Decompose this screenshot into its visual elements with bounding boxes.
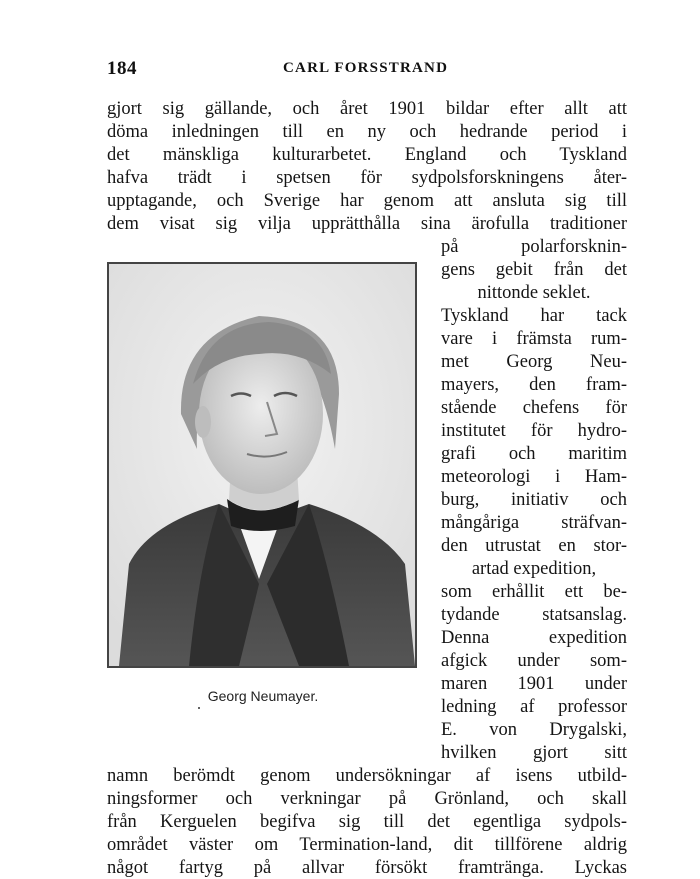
text-line: ledning af professor [441,697,627,717]
text-line: döma inledningen till en ny och hedrande period i [107,122,627,142]
text-line: stående chefens för [441,398,627,418]
running-title: CARL FORSSTRAND [283,60,449,76]
text-line: på polarforsknin- [441,237,627,257]
text-line: afgick under som- [441,651,627,671]
text-line: vare i främsta rum- [441,329,627,349]
text-line: den utrustat en stor- [441,536,627,556]
figure-caption: Georg Neumayer. [207,688,319,704]
text-line: Tyskland har tack [441,306,627,326]
text-line: mayers, den fram- [441,375,627,395]
text-line: hafva trädt i spetsen för sydpolsforskningens åter- [107,168,627,188]
text-line: området väster om Termination-land, dit tillförene aldrig [107,835,627,855]
text-line: som erhållit ett be- [441,582,627,602]
text-line: E. von Drygalski, [441,720,627,740]
text-line: institutet för hydro- [441,421,627,441]
text-line: dem visat sig vilja upprätthålla sina ärofulla traditioner [107,214,627,234]
text-line: upptagande, och Sverige har genom att ansluta sig till [107,191,627,211]
print-speck [198,707,200,709]
text-line: tydande statsanslag. [441,605,627,625]
text-line: från Kerguelen begifva sig till det egentliga sydpols- [107,812,627,832]
text-line: meteorologi i Ham- [441,467,627,487]
page-number: 184 [107,58,137,79]
portrait-illustration-icon [109,264,415,666]
text-line: gens gebit från det [441,260,627,280]
text-line: ningsformer och verkningar på Grönland, och skall [107,789,627,809]
text-line: maren 1901 under [441,674,627,694]
text-line: nittonde seklet. [477,283,591,303]
portrait-image [107,262,417,668]
text-line: grafi och maritim [441,444,627,464]
text-line: mångåriga sträfvan- [441,513,627,533]
text-line: gjort sig gällande, och året 1901 bildar efter allt att [107,99,627,119]
text-line: met Georg Neu- [441,352,627,372]
text-line: Denna expedition [441,628,627,648]
page-header [107,58,627,82]
text-line: något fartyg på allvar försökt framtränga. Lyckas [107,858,627,878]
text-line: hvilken gjort sitt [441,743,627,763]
text-line: artad expedition, [471,559,597,579]
text-line: namn berömdt genom undersökningar af isens utbild- [107,766,627,786]
text-line: burg, initiativ och [441,490,627,510]
text-line: det mänskliga kulturarbetet. England och Tyskland [107,145,627,165]
